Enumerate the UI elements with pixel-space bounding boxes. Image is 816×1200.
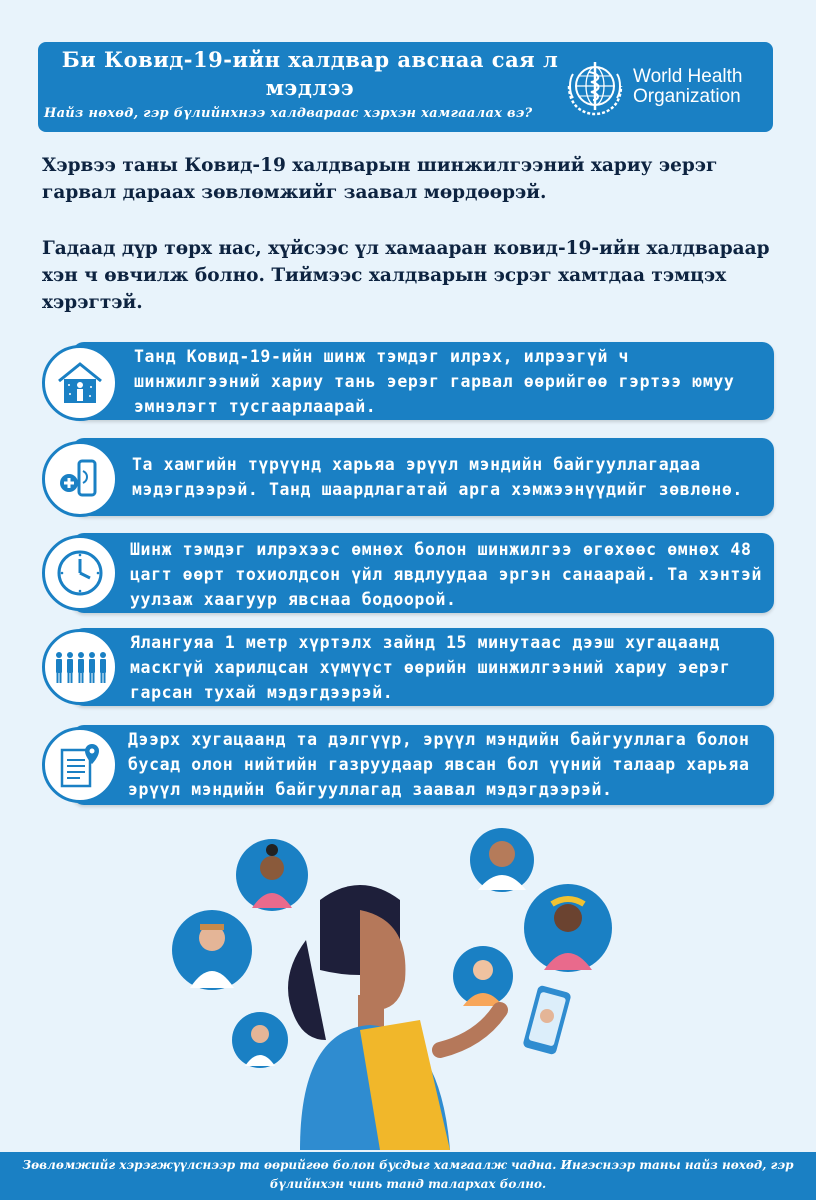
- page-title: Би Ковид-19-ийн халдвар авснаа сая л мэдлээ: [61, 47, 559, 100]
- page-subtitle: Найз нөхөд, гэр бүлийнхнээ халдвараас хэрхэн хамгаалах вэ?: [44, 106, 533, 121]
- house-isolation-icon: [55, 361, 105, 405]
- tip-card-public-places: [42, 725, 774, 803]
- tip-text: Дээрх хугацаанд та дэлгүүр, эрүүл мэндийн байгууллага болон бусад олон нийтийн газруудаар явсан бол үүний талаар харьяа эрүүл мэндийн байгууллагад заавал мэдэгдээрэй.: [128, 730, 750, 799]
- contact-avatar: [172, 910, 252, 990]
- intro-paragraph-2: Гадаад дүр төрх нас, хүйсээс үл хамааран ковид-19-ийн халдвараар хэн ч өвчилж болно. Тиймээс халдварын эсрэг хамтдаа тэмцэх хэрэгтэй.: [42, 238, 770, 313]
- phone-medical-icon: [57, 457, 103, 501]
- contact-avatar: [470, 828, 534, 892]
- tip-icon-circle: [42, 345, 118, 421]
- tip-text: Ялангуяа 1 метр хүртэлх зайнд 15 минутаас дээш хугацаанд маскгүй харилцсан хүмүүст өөрийн шинжилгээний хариу эерэг гарсан тухай мэдэгдээрэй.: [130, 633, 731, 702]
- tip-icon-circle: [42, 441, 118, 517]
- contact-avatar: [524, 884, 612, 972]
- tip-text: Та хамгийн түрүүнд харьяа эрүүл мэндийн байгууллагадаа мэдэгдээрэй. Танд шаардлагатай арга хэмжээнүүдийг зөвлөнө.: [132, 455, 743, 499]
- footer-text: Зөвлөмжийг хэрэгжүүлснээр та өөрийгөө болон бусдыг хамгаалж чадна. Ингэснээр таны найз нөхөд, гэр бүлийнхэн чинь танд талархах болно.: [22, 1158, 794, 1191]
- tip-icon-circle: [42, 629, 118, 705]
- who-name-line2: Organization: [633, 86, 741, 107]
- contact-avatar: [453, 946, 513, 1006]
- who-emblem-icon: [563, 56, 627, 118]
- phone-illustration: [522, 985, 571, 1056]
- who-name: [633, 67, 742, 107]
- header-banner: [38, 42, 773, 132]
- woman-figure: [288, 885, 500, 1150]
- contact-avatar: [232, 1012, 288, 1068]
- tip-card-isolation: [42, 342, 774, 420]
- footer-banner: [0, 1152, 816, 1200]
- who-logo: [563, 56, 742, 118]
- tip-card-recall-48h: [42, 533, 774, 611]
- tip-card-notify-health: [42, 438, 774, 516]
- document-location-icon: [58, 742, 102, 788]
- intro-paragraph-1: Хэрвээ таны Ковид-19 халдварын шинжилгээний хариу эерэг гарвал дараах зөвлөмжийг заавал мөрдөөрэй.: [42, 155, 718, 203]
- tip-card-contacts: [42, 626, 774, 704]
- tip-text: Шинж тэмдэг илрэхээс өмнөх болон шинжилгээ өгөхөөс өмнөх 48 цагт өөрт тохиолдсон үйл явдлуудаа эргэн санаарай. Та хэнтэй уулзаж хаагуур явснаа бодоорой.: [130, 540, 763, 609]
- who-name-line1: World Health: [633, 66, 743, 87]
- tip-icon-circle: [42, 535, 118, 611]
- contact-avatar: [236, 839, 308, 911]
- clock-icon: [55, 548, 105, 598]
- woman-with-phone-illustration: [160, 820, 640, 1150]
- tip-icon-circle: [42, 727, 118, 803]
- tip-text: Танд Ковид-19-ийн шинж тэмдэг илрэх, илрээгүй ч шинжилгээний хариу тань эерэг гарвал өөрийгөө гэртээ юмуу эмнэлэгт тусгаарлаарай.: [134, 347, 735, 416]
- people-distance-icon: [53, 650, 107, 684]
